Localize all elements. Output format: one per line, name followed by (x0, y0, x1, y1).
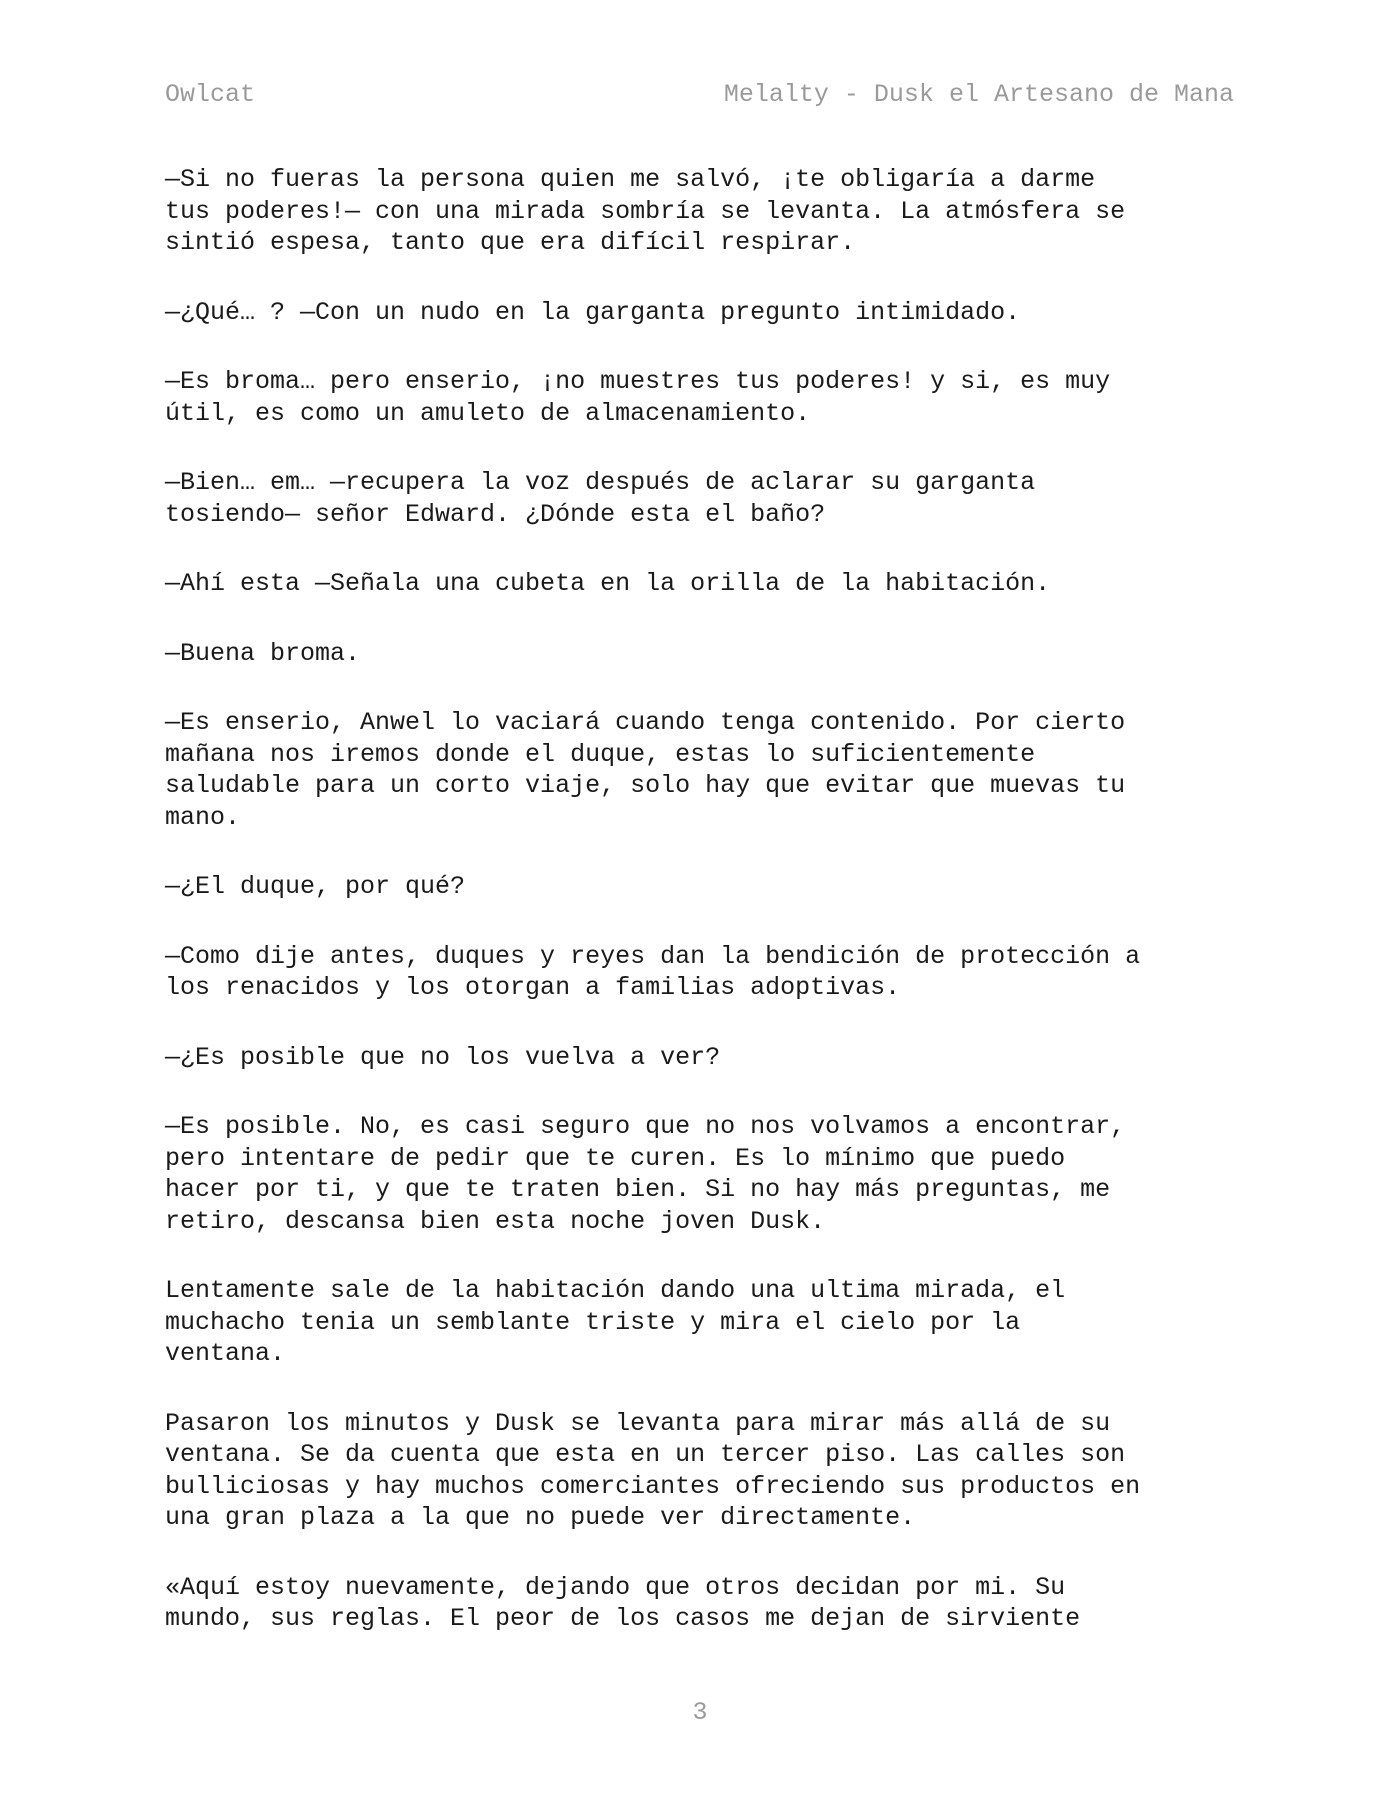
running-header (165, 80, 1234, 114)
paragraph: —Es broma… pero enserio, ¡no muestres tus poderes! y si, es muy útil, es como un amuleto de almacenamiento. (165, 367, 1111, 428)
paragraph: —¿Es posible que no los vuelva a ver? (165, 1042, 721, 1072)
paragraph: —Si no fueras la persona quien me salvó, ¡te obligaría a darme tus poderes!— con una mirada sombría se levanta. La atmósfera se sintió espesa, tanto que era difícil respirar. (165, 165, 1126, 257)
header-title: Melalty - Dusk el Artesano de Mana (723, 80, 1234, 109)
paragraph: —Buena broma. (165, 638, 361, 668)
paragraph: Pasaron los minutos y Dusk se levanta para mirar más allá de su ventana. Se da cuenta que esta en un tercer piso. Las calles son bulliciosas y hay muchos comerciantes ofreciendo sus productos en una gran plaza a la que no puede ver directamente. (165, 1408, 1141, 1532)
paragraph: —Como dije antes, duques y reyes dan la bendición de protección a los renacidos y los otorgan a familias adoptivas. (165, 941, 1141, 1002)
body-text (165, 164, 1240, 1673)
header-author: Owlcat (165, 80, 256, 109)
paragraph: Lentamente sale de la habitación dando una ultima mirada, el muchacho tenia un semblante triste y mira el cielo por la ventana. (165, 1276, 1066, 1368)
paragraph: —¿El duque, por qué? (165, 872, 466, 901)
paragraph: —Es posible. No, es casi seguro que no nos volvamos a encontrar, pero intentare de pedir que te curen. Es lo mínimo que puedo hacer por ti, y que te traten bien. Si no hay más preguntas, me retiro, descansa bien esta noche joven Dusk. (165, 1112, 1126, 1236)
page-number: 3 (692, 1698, 708, 1727)
paragraph: —Ahí esta —Señala una cubeta en la orilla de la habitación. (165, 569, 1051, 598)
paragraph: «Aquí estoy nuevamente, dejando que otros decidan por mi. Su mundo, sus reglas. El peor de los casos me dejan de sirviente (165, 1572, 1081, 1633)
paragraph: —¿Qué… ? —Con un nudo en la garganta pregunto intimidado. (165, 297, 1021, 327)
paragraph: —Es enserio, Anwel lo vaciará cuando tenga contenido. Por cierto mañana nos iremos donde el duque, estas lo suficientemente saludable para un corto viaje, solo hay que evitar que muevas tu mano. (165, 708, 1126, 832)
paragraph: —Bien… em… —recupera la voz después de aclarar su garganta tosiendo— señor Edward. ¿Dónde esta el baño? (165, 468, 1036, 529)
